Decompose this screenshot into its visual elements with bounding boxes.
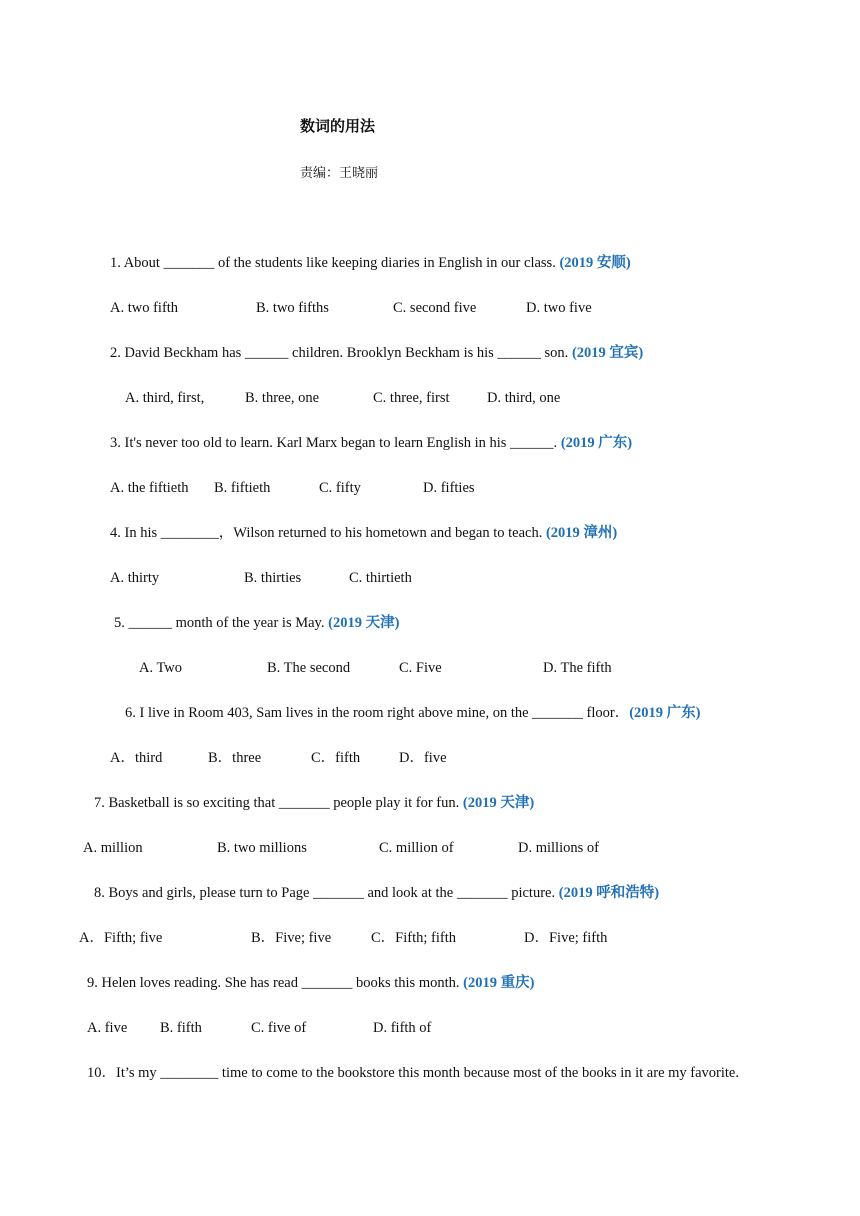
option-b: B. The second [267, 660, 351, 676]
option-d: D. two five [526, 300, 592, 316]
question-stem: 6. I live in Room 403, Sam lives in the room right above mine, on the _______ floor． [125, 705, 630, 721]
question-stem: 8. Boys and girls, please turn to Page _______ and look at the _______ picture. [94, 885, 559, 901]
option-c: C. fifty [319, 480, 361, 496]
option-b: B. fiftieth [214, 480, 271, 496]
question-stem: 2. David Beckham has ______ children. Brooklyn Beckham is his ______ son. [110, 345, 572, 361]
question-stem: 7. Basketball is so exciting that _______ people play it for fun. [94, 795, 463, 811]
option-d: D. fifth of [373, 1020, 432, 1036]
option-a: A. thirty [110, 570, 160, 586]
option-c: C. million of [379, 840, 454, 856]
question-stem: 5. ______ month of the year is May. [114, 615, 329, 631]
option-a: A．Fifth; five [79, 930, 163, 946]
option-a: A. five [87, 1020, 128, 1036]
question-9 [87, 973, 534, 993]
option-c: C．Fifth; fifth [371, 930, 456, 946]
option-b: B. three, one [245, 390, 320, 406]
option-d: D．five [399, 750, 447, 766]
question-source: (2019 广东) [629, 705, 701, 721]
question-stem: 9. Helen loves reading. She has read _______ books this month. [87, 975, 464, 991]
option-d: D. fifties [423, 480, 475, 496]
option-d: D. millions of [518, 840, 599, 856]
option-a: A. the fiftieth [110, 480, 189, 496]
option-d: D. third, one [487, 390, 561, 406]
option-c: C. Five [399, 660, 442, 676]
question-source: (2019 天津) [328, 615, 400, 631]
option-a: A. million [83, 840, 143, 856]
option-c: C．fifth [311, 750, 361, 766]
question-10 [87, 1063, 739, 1083]
question-stem: 1. About _______ of the students like keeping diaries in English in our class. [110, 255, 560, 271]
option-b: B. two millions [217, 840, 307, 856]
option-c: C. second five [393, 300, 477, 316]
option-b: B. thirties [244, 570, 302, 586]
option-b: B. fifth [160, 1020, 202, 1036]
page-title: 数词的用法 [300, 117, 376, 135]
option-c: C. thirtieth [349, 570, 412, 586]
question-source: (2019 安顺) [559, 255, 631, 271]
question-stem: 4. In his ________，Wilson returned to his hometown and began to teach. [110, 525, 546, 541]
option-c: C. three, first [373, 390, 450, 406]
option-a: A. two fifth [110, 300, 179, 316]
question-source: (2019 呼和浩特) [558, 885, 660, 901]
question-4 [110, 523, 617, 543]
question-source: (2019 漳州) [545, 525, 618, 541]
option-d: D. The fifth [543, 660, 612, 676]
editor-credit: 责编：王晓丽 [300, 166, 379, 181]
question-stem: 3. It's never too old to learn. Karl Marx began to learn English in his ______. [110, 435, 561, 451]
option-d: D．Five; fifth [524, 930, 608, 946]
option-a: A. third, first, [125, 390, 205, 406]
question-source: (2019 广东) [560, 435, 633, 451]
question-7 [94, 793, 534, 813]
question-source: (2019 天津) [462, 795, 535, 811]
option-a: A. Two [139, 660, 183, 676]
question-3 [110, 433, 632, 453]
question-2 [110, 343, 643, 363]
option-b: B. two fifths [256, 300, 329, 316]
question-stem: 10．It’s my ________ time to come to the bookstore this month because most of the books in it are my favorite. [87, 1065, 739, 1081]
question-5 [114, 613, 399, 633]
question-source: (2019 重庆) [463, 975, 535, 991]
option-b: B．Five; five [251, 930, 332, 946]
question-8 [94, 883, 659, 903]
question-6 [125, 703, 701, 723]
question-source: (2019 宜宾) [571, 345, 644, 361]
option-a: A．third [110, 750, 163, 766]
question-1 [110, 253, 631, 273]
option-b: B．three [208, 750, 262, 766]
option-c: C. five of [251, 1020, 307, 1036]
